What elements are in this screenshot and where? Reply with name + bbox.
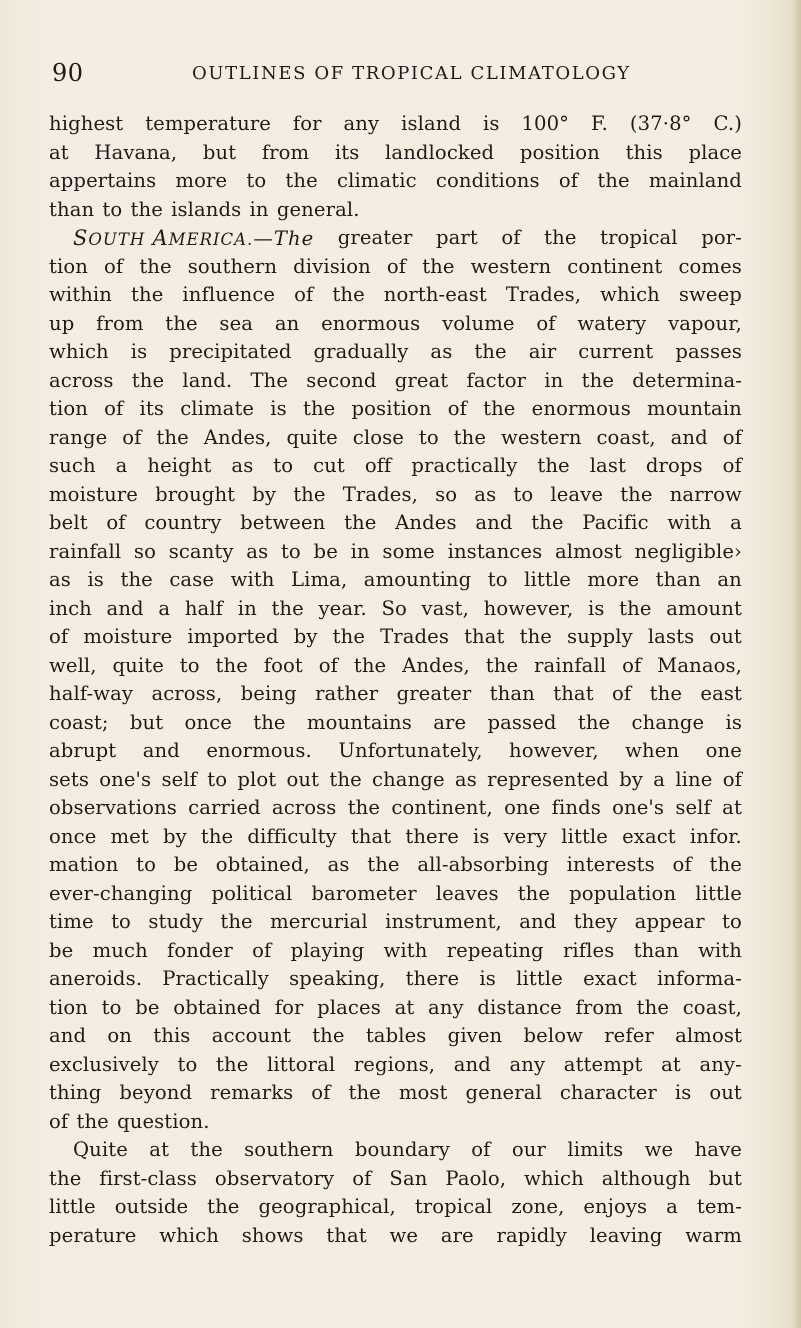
running-head [52, 58, 752, 88]
text-line: at Havana, but from its landlocked position this place [49, 140, 742, 164]
running-title: OUTLINES OF TROPICAL CLIMATOLOGY [192, 63, 631, 84]
text-line: tion of its climate is the position of the enormous mountain [49, 397, 742, 420]
text-line: coast; but once the mountains are passed the change is [49, 710, 742, 734]
text-line: aneroids. Practically speaking, there is little exact informa- [49, 967, 742, 990]
text-line: belt of country between the Andes and the Pacific with a [49, 511, 742, 534]
text-line: exclusively to the littoral regions, and any attempt at any- [49, 1052, 742, 1076]
text-line: than to the islands in general. [49, 197, 360, 221]
text-line: time to study the mercurial instrument, and they appear to [49, 910, 742, 933]
text-line: within the influence of the north-east Trades, which sweep [49, 283, 742, 306]
text-line: up from the sea an enormous volume of watery vapour, [49, 311, 742, 335]
text-line: moisture brought by the Trades, so as to leave the narrow [49, 482, 742, 506]
text-line: thing beyond remarks of the most general character is out [49, 1081, 742, 1104]
text-line: well, quite to the foot of the Andes, the rainfall of Manaos, [49, 653, 742, 677]
text-line: across the land. The second great factor in the determina- [49, 368, 742, 392]
text-line: sets one's self to plot out the change as represented by a line of [49, 767, 742, 791]
text-line: abrupt and enormous. Unfortunately, however, when one [49, 739, 742, 762]
text-line-paragraph-start: Quite at the southern boundary of our limits we have [73, 1138, 742, 1161]
text-line: which is precipitated gradually as the air current passes [49, 340, 742, 363]
text-line: appertains more to the climatic conditions of the mainland [49, 169, 742, 192]
text-line: range of the Andes, quite close to the western coast, and of [49, 425, 742, 449]
text-line: highest temperature for any island is 100° F. (37·8° C.) [49, 112, 742, 135]
section-heading: SOUTH AMERICA.—The [73, 226, 315, 250]
text-line: perature which shows that we are rapidly leaving warm [49, 1223, 742, 1247]
text-line: as is the case with Lima, amounting to little more than an [49, 568, 742, 591]
text-line: and on this account the tables given below refer almost [49, 1024, 742, 1047]
text-line: inch and a half in the year. So vast, however, is the amount [49, 596, 742, 620]
text-line: tion to be obtained for places at any distance from the coast, [49, 995, 742, 1019]
text-line: of moisture imported by the Trades that the supply lasts out [49, 625, 742, 648]
text-line: be much fonder of playing with repeating rifles than with [49, 938, 742, 962]
text-line: observations carried across the continent, one finds one's self at [49, 796, 742, 819]
text-line: half-way across, being rather greater than that of the east [49, 682, 742, 705]
text-line: little outside the geographical, tropical zone, enjoys a tem- [49, 1195, 742, 1218]
page-number: 90 [52, 59, 84, 87]
text-line-section-start: SOUTH AMERICA.—The greater part of the tropical por- [49, 224, 742, 253]
text-line: such a height as to cut off practically the last drops of [49, 454, 742, 477]
text-line: mation to be obtained, as the all-absorbing interests of the [49, 853, 742, 876]
text-line: the first-class observatory of San Paolo, which although but [49, 1166, 742, 1190]
body-text [49, 110, 742, 1250]
page-edge-shadow [791, 0, 801, 1328]
text-line: tion of the southern division of the western continent comes [49, 254, 742, 278]
text-line: once met by the difficulty that there is very little exact infor. [49, 824, 742, 848]
text-line: rainfall so scanty as to be in some instances almost negligible› [49, 539, 742, 563]
text-line: ever-changing political barometer leaves the population little [49, 881, 742, 905]
text-line: of the question. [49, 1109, 210, 1133]
